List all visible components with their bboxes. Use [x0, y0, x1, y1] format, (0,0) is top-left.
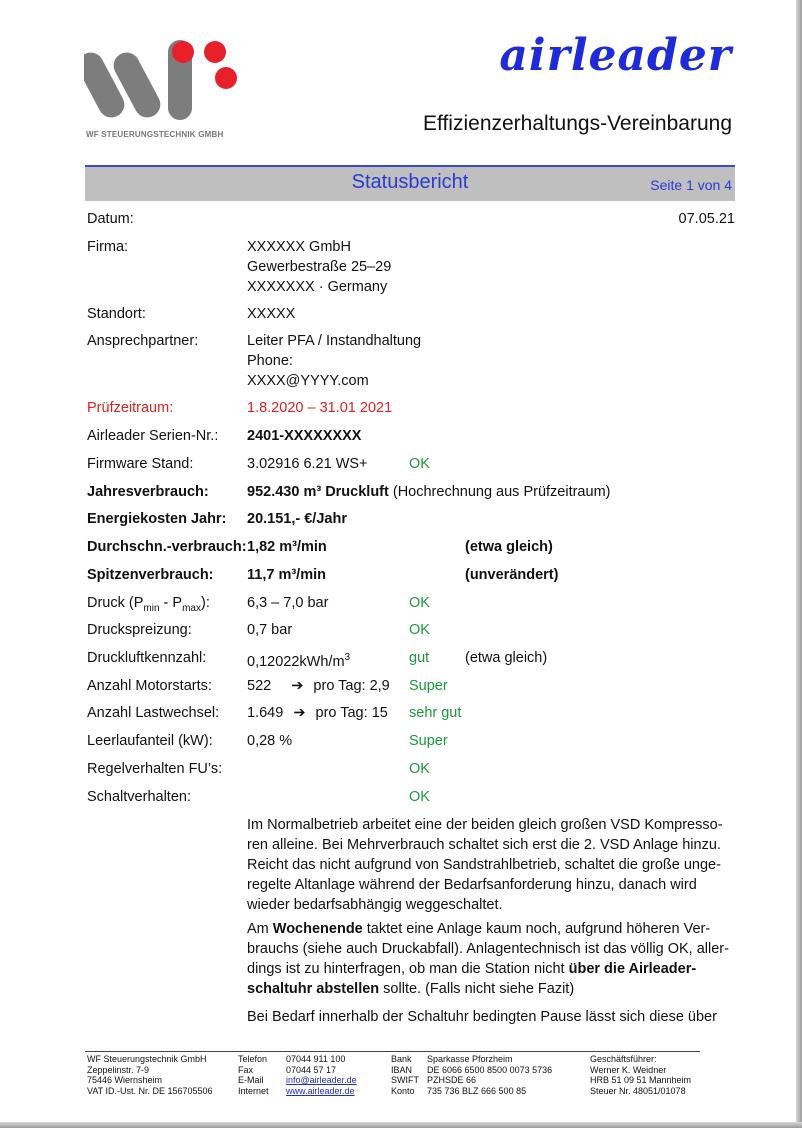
label-motorstarts: Anzahl Motorstarts: — [87, 678, 212, 694]
value-motorstarts: 522 — [247, 678, 272, 694]
status-bar — [85, 165, 735, 201]
perday-label-motorstarts: pro Tag: — [313, 678, 366, 694]
footer-company: WF Steuerungstechnik GmbH Zeppelinstr. 7-9 75446 Wiernsheim VAT ID.-Ust. Nr. DE 156705506 — [87, 1054, 213, 1096]
value-durchschnitt: 1,82 m³/min — [247, 539, 327, 555]
document-subtitle: Effizienzerhaltungs-Vereinbarung — [423, 112, 732, 135]
page-shadow-bottom — [0, 1122, 802, 1128]
label-jahresverbrauch: Jahresverbrauch: — [87, 484, 209, 500]
value-standort: XXXXX — [247, 306, 296, 322]
page-indicator: Seite 1 von 4 — [650, 177, 732, 193]
label-firmware: Firmware Stand: — [87, 456, 194, 472]
value-kennzahl: $0,12022kWh/m^3$ — [247, 652, 351, 670]
status-motorstarts: Super — [409, 678, 448, 694]
value-energiekosten: 20.151,- €/Jahr — [247, 511, 347, 527]
label-ansprechpartner: Ansprechpartner: — [87, 333, 199, 349]
label-seriennr: Airleader Serien-Nr.: — [87, 428, 219, 444]
value-datum: 07.05.21 — [678, 211, 735, 227]
perday-value-motorstarts: 2,9 — [369, 678, 390, 694]
value-spitzen: 11,7 m³/min — [247, 567, 326, 583]
footer-management: Geschäftsführer: Werner K. Weidner HRB 51 09 51 Mannheim Steuer Nr. 48051/01078 — [590, 1054, 692, 1096]
value-firmware: 3.02916 6.21 WS+ — [247, 456, 368, 472]
paragraph-wochenende: Am Wochenende taktet eine Anlage kaum noch, aufgrund höheren Verbrauchs (siehe auch Druckabfall). Anlagentechnisch ist das völlig OK, allerdings ist zu hinterfragen, ob man die Station nicht über die Airleaderschaltuhr abstellen sollte. (Falls nicht siehe Fazit) — [247, 921, 729, 997]
website-link[interactable]: www.airleader.de — [286, 1085, 355, 1096]
label-druck: Druck $(P_{min} - P_{max})$: — [87, 595, 210, 614]
firma-city: XXXXXXX · Germany — [247, 279, 388, 295]
email-link[interactable]: info@airleader.de — [286, 1075, 357, 1085]
label-regelverhalten: Regelverhalten FU’s: — [87, 761, 223, 777]
firma-street: Gewerbestraße 25–29 — [247, 259, 392, 275]
paragraph-bedarf: Bei Bedarf innerhalb der Schaltuhr bedingten Pause lässt sich diese über — [247, 1009, 717, 1025]
note-durchschnitt: (etwa gleich) — [465, 539, 553, 555]
value-lastwechsel: 1.649 — [247, 705, 284, 721]
company-caption: WF STEUERUNGSTECHNIK GMBH — [86, 130, 224, 139]
status-title: Statusbericht — [351, 171, 469, 193]
contact-phone: Phone: — [247, 353, 293, 369]
right-arrow-icon: ➔ — [291, 678, 304, 694]
note-kennzahl: (etwa gleich) — [465, 650, 548, 666]
footer-divider — [85, 1051, 700, 1052]
perday-label-lastwechsel: pro Tag: — [315, 705, 368, 721]
value-druckspreizung: 0,7 bar — [247, 622, 293, 638]
value-jahresverbrauch: 952.430 m³ Druckluft — [247, 484, 389, 500]
label-durchschnitt: Durchschn.-verbrauch: — [87, 539, 247, 555]
footer-contact-values: 07044 911 100 07044 57 17 info@airleader.de www.airleader.de — [286, 1054, 357, 1096]
perday-value-lastwechsel: 15 — [371, 705, 388, 721]
page-shadow-right — [796, 0, 802, 1128]
label-spitzen: Spitzenverbrauch: — [87, 567, 214, 583]
label-druckspreizung: Druckspreizung: — [87, 622, 192, 638]
label-lastwechsel: Anzahl Lastwechsel: — [87, 705, 220, 721]
right-arrow-icon: ➔ — [293, 705, 306, 721]
note-jahresverbrauch: (Hochrechnung aus Prüfzeitraum) — [388, 484, 611, 500]
paragraph-normalbetrieb: Im Normalbetrieb arbeitet eine der beiden gleich großen VSD Kompressoren alleine. Bei Mehrverbrauch schaltet sich erst die 2. VSD Anlage hinzu. Reicht das nicht aufgrund von Sandstrahlbetrieb, schaltet die große ungeregelte Altanlage während der Bedarfsanforderung hinzu, danach wird wieder bedarfsabhängig weggeschaltet. — [247, 817, 723, 913]
status-schaltverhalten: OK — [409, 789, 430, 805]
label-schaltverhalten: Schaltverhalten: — [87, 789, 191, 805]
value-seriennr: 2401-XXXXXXXX — [247, 428, 362, 444]
value-pruefzeitraum: 1.8.2020 – 31.01 2021 — [247, 400, 393, 416]
status-druck: OK — [409, 595, 430, 611]
status-firmware: OK — [409, 456, 430, 472]
label-leerlauf: Leerlaufanteil (kW): — [87, 733, 213, 749]
airleader-logo: airleader — [499, 30, 732, 81]
label-kennzahl: Druckluftkennzahl: — [87, 650, 207, 666]
footer-contact-labels: Telefon Fax E-Mail Internet — [238, 1054, 269, 1096]
footer-bank-values: Sparkasse Pforzheim DE 6066 6500 8500 0073 5736 PZHSDE 66 735 736 BLZ 666 500 85 — [427, 1054, 553, 1096]
status-leerlauf: Super — [409, 733, 448, 749]
label-energiekosten: Energiekosten Jahr: — [87, 511, 227, 527]
value-druck: 6,3 – 7,0 bar — [247, 595, 329, 611]
wf-logo — [84, 38, 254, 128]
label-firma: Firma: — [87, 239, 129, 255]
note-spitzen: (unverändert) — [465, 567, 559, 583]
firma-name: XXXXXX GmbH — [247, 239, 351, 255]
contact-email: XXXX@YYYY.com — [247, 373, 369, 389]
label-standort: Standort: — [87, 306, 146, 322]
status-druckspreizung: OK — [409, 622, 430, 638]
footer-bank-labels: Bank IBAN SWIFT Konto — [391, 1054, 419, 1096]
label-pruefzeitraum: Prüfzeitraum: — [87, 400, 174, 416]
value-leerlauf: 0,28 % — [247, 733, 293, 749]
status-kennzahl: gut — [409, 650, 430, 666]
status-regelverhalten: OK — [409, 761, 430, 777]
status-lastwechsel: sehr gut — [409, 705, 462, 721]
label-datum: Datum: — [87, 211, 134, 227]
contact-role: Leiter PFA / Instandhaltung — [247, 333, 422, 349]
